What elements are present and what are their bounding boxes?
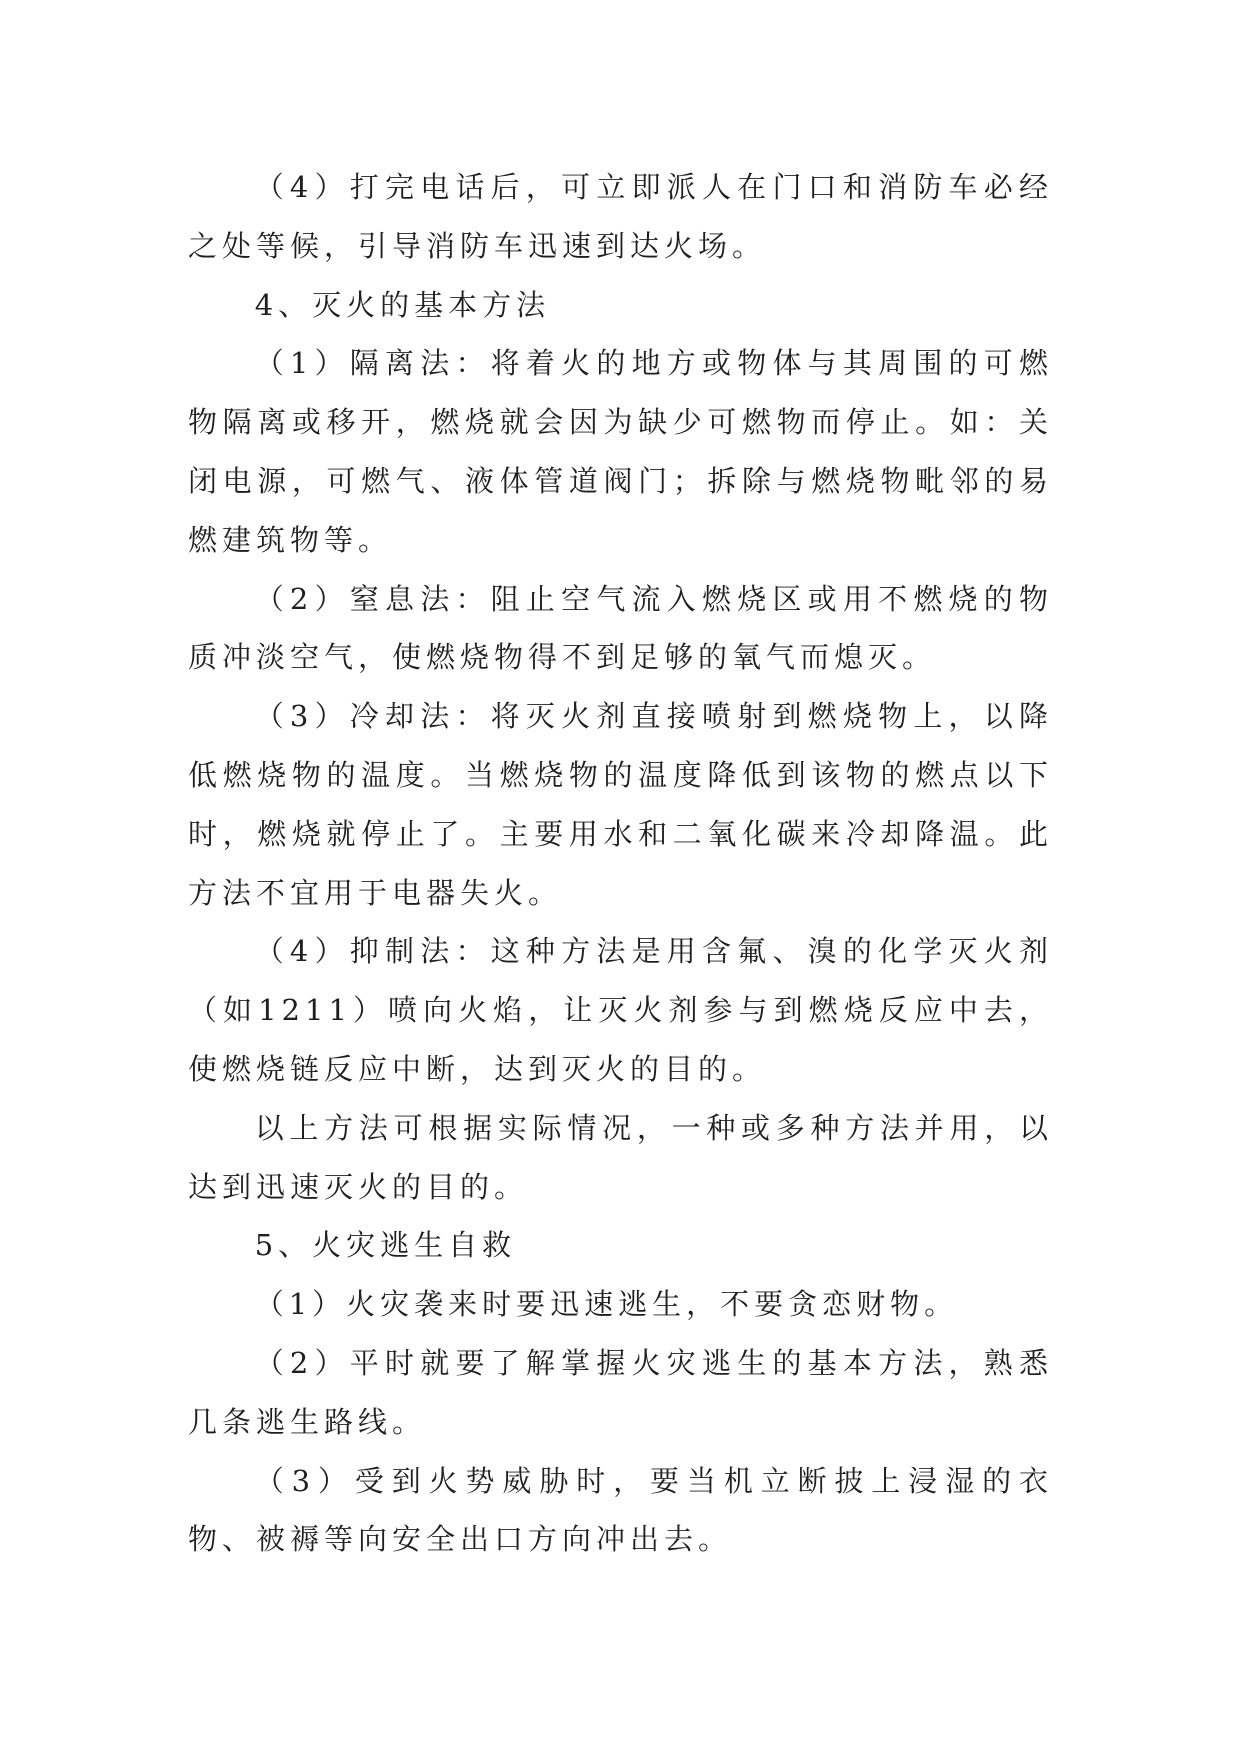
section-heading-fire-escape: 5、火灾逃生自救 xyxy=(254,1228,517,1263)
paragraph-cooling-method: （3）冷却法：将灭火剂直接喷射到燃烧物上，以降低燃烧物的温度。当燃烧物的温度降低到该物的燃点以下时，燃烧就停止了。主要用水和二氧化碳来冷却降温。此方法不宜用于电器失火。 xyxy=(188,699,1053,910)
document-body xyxy=(188,158,1053,1569)
paragraph-wet-cover-escape: （3）受到火势威胁时，要当机立断披上浸湿的衣物、被褥等向安全出口方向冲出去。 xyxy=(188,1463,1053,1557)
paragraph-know-escape-routes: （2）平时就要了解掌握火灾逃生的基本方法，熟悉几条逃生路线。 xyxy=(188,1345,1053,1439)
section-heading-extinguish-methods: 4、灭火的基本方法 xyxy=(254,287,551,322)
paragraph-call-guide: （4）打完电话后，可立即派人在门口和消防车必经之处等候，引导消防车迅速到达火场。 xyxy=(188,170,1053,263)
paragraph-inhibition-method: （4）抑制法：这种方法是用含氟、溴的化学灭火剂（如1211）喷向火焰，让灭火剂参与到燃烧反应中去，使燃烧链反应中断，达到灭火的目的。 xyxy=(188,934,1053,1086)
paragraph-methods-summary: 以上方法可根据实际情况，一种或多种方法并用，以达到迅速灭火的目的。 xyxy=(188,1110,1053,1204)
paragraph-isolation-method: （1）隔离法：将着火的地方或物体与其周围的可燃物隔离或移开，燃烧就会因为缺少可燃物而停止。如：关闭电源，可燃气、液体管道阀门；拆除与燃烧物毗邻的易燃建筑物等。 xyxy=(188,346,1053,557)
paragraph-smothering-method: （2）窒息法：阻止空气流入燃烧区或用不燃烧的物质冲淡空气，使燃烧物得不到足够的氧气而熄灭。 xyxy=(188,581,1053,675)
paragraph-escape-quickly: （1）火灾袭来时要迅速逃生，不要贪恋财物。 xyxy=(254,1287,959,1322)
